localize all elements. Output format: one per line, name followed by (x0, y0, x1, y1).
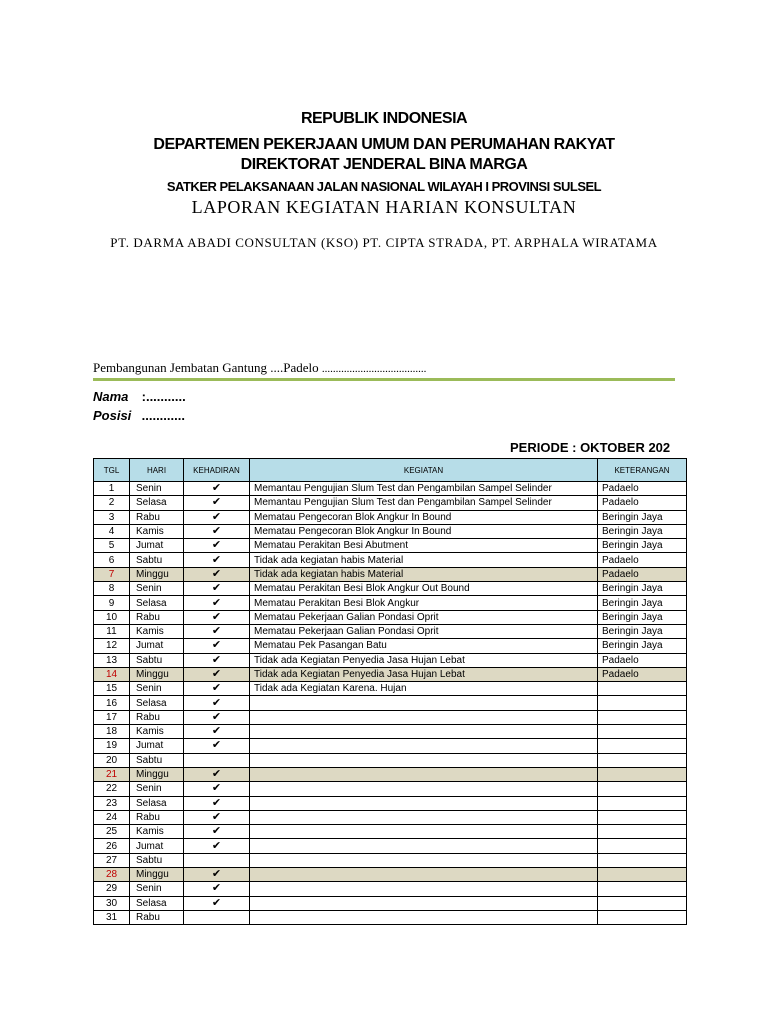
location-cell (598, 825, 687, 839)
header-line-3: DIREKTORAT JENDERAL BINA MARGA (240, 156, 528, 173)
table-header-row (94, 459, 687, 482)
day-name: Rabu (130, 510, 184, 524)
day-number: 8 (94, 582, 130, 596)
day-name: Sabtu (130, 853, 184, 867)
divider-rule (93, 378, 675, 381)
activity-cell: Mematau Pekerjaan Galian Pondasi Oprit (250, 624, 598, 638)
location-cell: Padaelo (598, 496, 687, 510)
attendance-check-icon: ✔ (184, 868, 250, 882)
location-cell: Beringin Jaya (598, 539, 687, 553)
day-name: Minggu (130, 868, 184, 882)
attendance-check-icon: ✔ (184, 639, 250, 653)
attendance-check-icon: ✔ (184, 796, 250, 810)
activity-cell (250, 825, 598, 839)
day-number: 14 (94, 667, 130, 681)
attendance-check-icon: ✔ (184, 896, 250, 910)
attendance-check-icon: ✔ (184, 624, 250, 638)
day-name: Jumat (130, 839, 184, 853)
attendance-check-icon: ✔ (184, 696, 250, 710)
attendance-check-icon: ✔ (184, 825, 250, 839)
activity-cell (250, 710, 598, 724)
attendance-check-icon (184, 910, 250, 924)
table-row (94, 753, 687, 767)
activity-cell: Mematau Pekerjaan Galian Pondasi Oprit (250, 610, 598, 624)
table-row (94, 910, 687, 924)
day-name: Senin (130, 782, 184, 796)
day-number: 2 (94, 496, 130, 510)
activity-table (93, 458, 687, 925)
table-row (94, 825, 687, 839)
attendance-check-icon: ✔ (184, 510, 250, 524)
table-row (94, 782, 687, 796)
day-number: 7 (94, 567, 130, 581)
activity-cell: Tidak ada kegiatan habis Material (250, 553, 598, 567)
location-cell (598, 868, 687, 882)
attendance-check-icon: ✔ (184, 482, 250, 496)
location-cell (598, 739, 687, 753)
day-number: 15 (94, 682, 130, 696)
location-cell (598, 853, 687, 867)
location-cell: Beringin Jaya (598, 624, 687, 638)
day-name: Rabu (130, 610, 184, 624)
nama-label: Nama (93, 389, 129, 404)
location-cell (598, 696, 687, 710)
day-name: Senin (130, 582, 184, 596)
attendance-check-icon: ✔ (184, 653, 250, 667)
table-row (94, 639, 687, 653)
day-number: 3 (94, 510, 130, 524)
attendance-check-icon: ✔ (184, 810, 250, 824)
day-number: 11 (94, 624, 130, 638)
day-name: Senin (130, 482, 184, 496)
attendance-check-icon: ✔ (184, 539, 250, 553)
attendance-check-icon: ✔ (184, 682, 250, 696)
activity-cell: Mematau Perakitan Besi Abutment (250, 539, 598, 553)
table-row (94, 710, 687, 724)
project-text: Pembangunan Jembatan Gantung ....Padelo (93, 360, 319, 375)
report-title: LAPORAN KEGIATAN HARIAN KONSULTAN (191, 197, 577, 217)
attendance-check-icon: ✔ (184, 882, 250, 896)
day-number: 26 (94, 839, 130, 853)
location-cell (598, 882, 687, 896)
table-row (94, 739, 687, 753)
location-cell: Padaelo (598, 553, 687, 567)
activity-cell (250, 868, 598, 882)
day-number: 28 (94, 868, 130, 882)
day-number: 27 (94, 853, 130, 867)
day-number: 12 (94, 639, 130, 653)
activity-cell: Mematau Pengecoran Blok Angkur In Bound (250, 510, 598, 524)
day-name: Selasa (130, 496, 184, 510)
activity-cell: Mematau Perakitan Besi Blok Angkur Out Bound (250, 582, 598, 596)
day-name: Minggu (130, 767, 184, 781)
table-row (94, 582, 687, 596)
table-row (94, 653, 687, 667)
day-name: Kamis (130, 725, 184, 739)
location-cell (598, 839, 687, 853)
table-row (94, 496, 687, 510)
day-name: Sabtu (130, 753, 184, 767)
day-number: 10 (94, 610, 130, 624)
attendance-check-icon: ✔ (184, 496, 250, 510)
activity-cell: Mematau Pengecoran Blok Angkur In Bound (250, 524, 598, 538)
table-row (94, 610, 687, 624)
table-row (94, 796, 687, 810)
table-body (94, 482, 687, 925)
day-number: 16 (94, 696, 130, 710)
day-number: 31 (94, 910, 130, 924)
col-header-keterangan: KETERANGAN (598, 459, 687, 482)
day-number: 9 (94, 596, 130, 610)
day-name: Minggu (130, 567, 184, 581)
activity-cell (250, 853, 598, 867)
posisi-value: ............ (141, 408, 185, 423)
nama-field (93, 389, 186, 404)
attendance-check-icon: ✔ (184, 610, 250, 624)
activity-cell (250, 810, 598, 824)
table-row (94, 567, 687, 581)
attendance-check-icon: ✔ (184, 524, 250, 538)
attendance-check-icon: ✔ (184, 839, 250, 853)
location-cell (598, 710, 687, 724)
location-cell (598, 682, 687, 696)
day-number: 23 (94, 796, 130, 810)
location-cell (598, 753, 687, 767)
location-cell: Beringin Jaya (598, 524, 687, 538)
day-number: 21 (94, 767, 130, 781)
attendance-check-icon: ✔ (184, 553, 250, 567)
location-cell: Padaelo (598, 653, 687, 667)
location-cell: Beringin Jaya (598, 510, 687, 524)
header-line-4: SATKER PELAKSANAAN JALAN NASIONAL WILAYAH I PROVINSI SULSEL (166, 179, 602, 194)
activity-cell (250, 696, 598, 710)
header-line-2: DEPARTEMEN PEKERJAAN UMUM DAN PERUMAHAN RAKYAT (153, 136, 615, 153)
attendance-check-icon: ✔ (184, 567, 250, 581)
attendance-check-icon (184, 853, 250, 867)
activity-cell: Mematau Pek Pasangan Batu (250, 639, 598, 653)
location-cell (598, 782, 687, 796)
table-row (94, 510, 687, 524)
table-row (94, 539, 687, 553)
table-row (94, 667, 687, 681)
day-name: Jumat (130, 639, 184, 653)
activity-cell (250, 725, 598, 739)
activity-cell: Tidak ada Kegiatan Penyedia Jasa Hujan Lebat (250, 653, 598, 667)
day-number: 1 (94, 482, 130, 496)
table-row (94, 882, 687, 896)
activity-cell: Mematau Perakitan Besi Blok Angkur (250, 596, 598, 610)
location-cell (598, 767, 687, 781)
day-number: 20 (94, 753, 130, 767)
day-name: Senin (130, 682, 184, 696)
activity-cell: Memantau Pengujian Slum Test dan Pengambilan Sampel Selinder (250, 482, 598, 496)
day-number: 13 (94, 653, 130, 667)
activity-cell: Tidak ada Kegiatan Penyedia Jasa Hujan Lebat (250, 667, 598, 681)
day-name: Rabu (130, 710, 184, 724)
posisi-field (93, 408, 185, 423)
activity-cell: Tidak ada Kegiatan Karena. Hujan (250, 682, 598, 696)
day-number: 30 (94, 896, 130, 910)
day-number: 4 (94, 524, 130, 538)
attendance-check-icon: ✔ (184, 782, 250, 796)
table-row (94, 810, 687, 824)
day-name: Selasa (130, 796, 184, 810)
table-row (94, 868, 687, 882)
table-row (94, 524, 687, 538)
attendance-check-icon: ✔ (184, 710, 250, 724)
activity-cell (250, 767, 598, 781)
day-number: 25 (94, 825, 130, 839)
col-header-kehadiran: KEHADIRAN (184, 459, 250, 482)
day-name: Kamis (130, 624, 184, 638)
day-name: Jumat (130, 539, 184, 553)
day-name: Rabu (130, 910, 184, 924)
location-cell (598, 725, 687, 739)
location-cell (598, 810, 687, 824)
day-number: 22 (94, 782, 130, 796)
nama-value: :........... (141, 389, 186, 404)
location-cell: Beringin Jaya (598, 596, 687, 610)
activity-cell (250, 910, 598, 924)
location-cell: Padaelo (598, 667, 687, 681)
location-cell: Beringin Jaya (598, 610, 687, 624)
activity-cell (250, 753, 598, 767)
activity-cell (250, 839, 598, 853)
table-row (94, 853, 687, 867)
posisi-label: Posisi (93, 408, 132, 423)
header-line-1: REPUBLIK INDONESIA (300, 110, 468, 127)
day-name: Senin (130, 882, 184, 896)
day-number: 5 (94, 539, 130, 553)
project-dots: ...................................... (321, 363, 427, 375)
attendance-check-icon (184, 753, 250, 767)
consultant-names: PT. DARMA ABADI CONSULTAN (KSO) PT. CIPTA STRADA, PT. ARPHALA WIRATAMA (110, 235, 658, 250)
day-name: Sabtu (130, 553, 184, 567)
col-header-tgl: TGL (94, 459, 130, 482)
day-name: Selasa (130, 596, 184, 610)
attendance-check-icon: ✔ (184, 767, 250, 781)
attendance-check-icon: ✔ (184, 725, 250, 739)
day-name: Minggu (130, 667, 184, 681)
table-row (94, 682, 687, 696)
location-cell: Beringin Jaya (598, 639, 687, 653)
location-cell (598, 910, 687, 924)
location-cell: Padaelo (598, 567, 687, 581)
table-row (94, 896, 687, 910)
day-number: 6 (94, 553, 130, 567)
location-cell: Padaelo (598, 482, 687, 496)
attendance-check-icon: ✔ (184, 582, 250, 596)
table-row (94, 596, 687, 610)
activity-cell: Tidak ada kegiatan habis Material (250, 567, 598, 581)
day-name: Jumat (130, 739, 184, 753)
project-name (93, 360, 426, 376)
col-header-kegiatan: KEGIATAN (250, 459, 598, 482)
attendance-check-icon: ✔ (184, 596, 250, 610)
attendance-check-icon: ✔ (184, 739, 250, 753)
activity-cell (250, 739, 598, 753)
table-row (94, 482, 687, 496)
activity-cell (250, 896, 598, 910)
activity-cell (250, 782, 598, 796)
day-name: Rabu (130, 810, 184, 824)
day-number: 18 (94, 725, 130, 739)
day-name: Selasa (130, 896, 184, 910)
day-name: Kamis (130, 524, 184, 538)
day-name: Selasa (130, 696, 184, 710)
table-row (94, 624, 687, 638)
activity-cell (250, 882, 598, 896)
table-row (94, 839, 687, 853)
day-number: 24 (94, 810, 130, 824)
table-row (94, 725, 687, 739)
day-number: 19 (94, 739, 130, 753)
location-cell (598, 896, 687, 910)
activity-cell (250, 796, 598, 810)
day-number: 29 (94, 882, 130, 896)
location-cell (598, 796, 687, 810)
day-name: Kamis (130, 825, 184, 839)
table-row (94, 696, 687, 710)
table-row (94, 553, 687, 567)
table-row (94, 767, 687, 781)
attendance-check-icon: ✔ (184, 667, 250, 681)
activity-cell: Memantau Pengujian Slum Test dan Pengambilan Sampel Selinder (250, 496, 598, 510)
day-number: 17 (94, 710, 130, 724)
location-cell: Beringin Jaya (598, 582, 687, 596)
day-name: Sabtu (130, 653, 184, 667)
periode-label: PERIODE : OKTOBER 202 (510, 440, 671, 455)
col-header-hari: HARI (130, 459, 184, 482)
